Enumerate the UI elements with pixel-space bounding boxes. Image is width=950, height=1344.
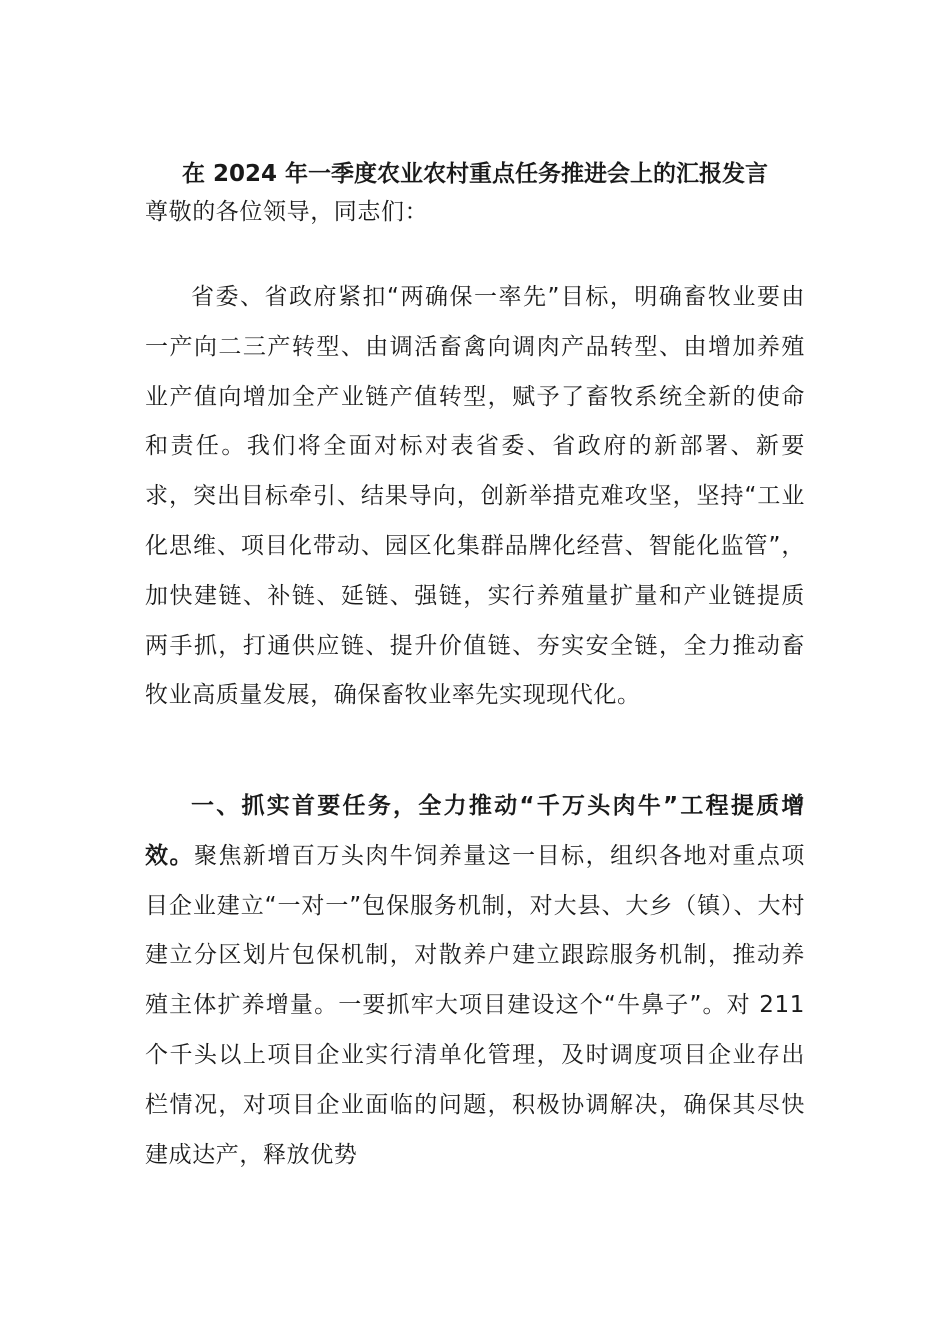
salutation: 尊敬的各位领导，同志们：: [145, 199, 429, 225]
document-title: 在 2024 年一季度农业农村重点任务推进会上的汇报发言: [181, 161, 769, 187]
section-1-body: 聚焦新增百万头肉牛饲养量这一目标，组织各地对重点项目企业建立“一对一”包保服务机制，对大县、大乡（镇）、大村建立分区划片包保机制，对散养户建立跟踪服务机制，推动养殖主体扩养增量。一要抓牢大项目建设这个“牛鼻子”。对 211 个千头以上项目企业实行清单化管理，及时调度项目企业存出栏情况，对项目企业面临的问题，积极协调解决，确保其尽快建成达产，释放优势: [145, 842, 806, 1168]
section-1-heading: 一、抓实首要任务，全力推动“千万头肉牛”工程提质增效。: [145, 793, 805, 869]
paragraph-section-1: [145, 782, 805, 1180]
paragraph-intro: 省委、省政府紧扣“两确保一率先”目标，明确畜牧业要由一产向二三产转型、由调活畜禽向调肉产品转型、由增加养殖业产值向增加全产业链产值转型，赋予了畜牧系统全新的使命和责任。我们将全面对标对表省委、省政府的新部署、新要求，突出目标牵引、结果导向，创新举措克难攻坚，坚持“工业化思维、项目化带动、园区化集群品牌化经营、智能化监管”，加快建链、补链、延链、强链，实行养殖量扩量和产业链提质两手抓，打通供应链、提升价值链、夯实安全链，全力推动畜牧业高质量发展，确保畜牧业率先实现现代化。: [145, 284, 805, 709]
